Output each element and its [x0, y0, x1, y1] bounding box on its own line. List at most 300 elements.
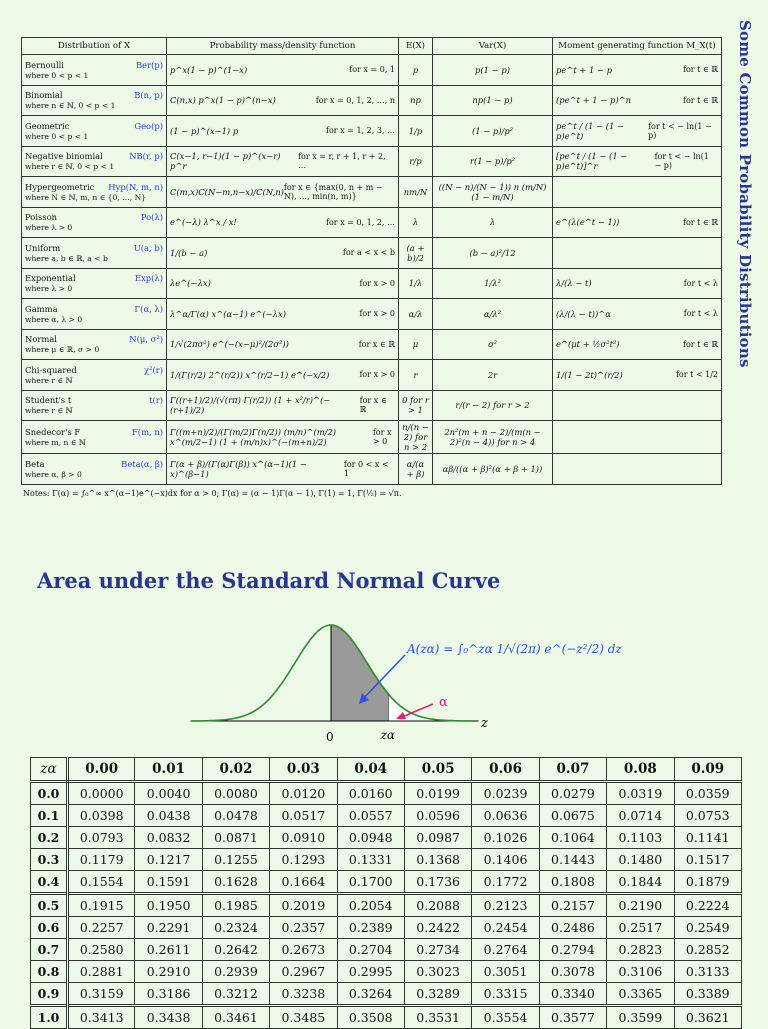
z-table-cell: 0.2611 [135, 939, 202, 961]
mgf-cell [553, 390, 722, 421]
z-table-cell: 0.2190 [607, 894, 674, 917]
parameter-condition: where n ∈ ℕ, 0 < p < 1 [25, 101, 116, 111]
z-table-cell: 0.1950 [135, 894, 202, 917]
z-table-cell: 0.3106 [607, 961, 674, 983]
mean-cell: λ [399, 207, 433, 238]
distribution-cell [22, 421, 167, 454]
z-table-cell: 0.2291 [135, 917, 202, 939]
z-table-cell: 0.0319 [607, 782, 674, 805]
z-table-cell: 0.0120 [270, 782, 337, 805]
z-table-cell: 0.2939 [202, 961, 269, 983]
z-table-cell: 0.0987 [404, 827, 471, 849]
mgf-cell [553, 421, 722, 454]
distribution-name: Exponential [25, 273, 76, 284]
z-table-cell: 0.2224 [674, 894, 741, 917]
distribution-name: Gamma [25, 303, 58, 314]
z-table-cell: 0.2673 [270, 939, 337, 961]
pmf-formula: Γ((m+n)/2)/(Γ(m/2)Γ(n/2)) (m/n)^(m/2) x^(m/2−1) (1 + (m/n)x)^(−(m+n)/2) [170, 427, 337, 447]
distribution-symbol: Ber(p) [135, 59, 163, 70]
area-formula: A(zα) = ∫₀^zα 1/√(2π) e^(−z²/2) dz [407, 642, 622, 656]
mgf-formula: pe^t / (1 − (1 − p)e^t) [556, 120, 625, 141]
mean-cell: n/(n − 2) for n > 2 [399, 421, 433, 454]
variance-cell: ((N − n)/(N − 1)) n (m/N)(1 − m/N) [433, 177, 553, 208]
mean-cell: μ [399, 329, 433, 360]
z-table-row [31, 871, 742, 894]
variance-cell: 1/λ² [433, 268, 553, 299]
mgf-formula: 1/(1 − 2t)^(r/2) [556, 369, 623, 380]
distribution-name: Uniform [25, 242, 61, 253]
mgf-formula: (λ/(λ − t))^α [556, 308, 611, 319]
mean-cell: 1/λ [399, 268, 433, 299]
mgf-condition: for t < − ln(1 − p) [648, 121, 712, 140]
pmf-cell [167, 329, 399, 360]
parameter-condition: where 0 < p < 1 [25, 131, 89, 141]
distribution-cell [22, 207, 167, 238]
distribution-name: Bernoulli [25, 59, 64, 70]
mgf-cell [553, 55, 722, 86]
z-axis-label: z [481, 716, 488, 731]
z-table-cell: 0.3078 [539, 961, 606, 983]
distribution-name: Geometric [25, 120, 70, 131]
z-row-header: 0.0 [31, 782, 68, 805]
mgf-condition: for t < λ [683, 309, 718, 319]
distribution-symbol: Geo(p) [134, 120, 163, 131]
pmf-cell [167, 299, 399, 330]
z-table-cell: 0.1808 [539, 871, 606, 894]
z-table-cell: 0.3389 [674, 983, 741, 1006]
z-column-header: 0.00 [68, 758, 135, 782]
distribution-cell [22, 299, 167, 330]
mgf-cell [553, 238, 722, 269]
pmf-cell [167, 177, 399, 208]
z-table-cell: 0.1736 [404, 871, 471, 894]
parameter-condition: where α, λ > 0 [25, 314, 83, 324]
z-table-corner: zα [31, 758, 68, 782]
distribution-row [22, 177, 722, 208]
pmf-cell [167, 146, 399, 177]
z-table-cell: 0.0398 [68, 805, 135, 827]
z-table-cell: 0.3159 [68, 983, 135, 1006]
distribution-row [22, 299, 722, 330]
z-table-cell: 0.3599 [607, 1006, 674, 1029]
distribution-name: Normal [25, 334, 57, 345]
z-table-cell: 0.1554 [68, 871, 135, 894]
distribution-symbol: U(a, b) [133, 242, 163, 253]
z-table-row [31, 827, 742, 849]
pmf-support: for x = 1, 2, 3, … [326, 126, 395, 136]
variance-cell: (1 − p)/p² [433, 116, 553, 147]
z-row-header: 1.0 [31, 1006, 68, 1029]
mgf-cell [553, 454, 722, 485]
variance-cell: λ [433, 207, 553, 238]
mean-cell: nm/N [399, 177, 433, 208]
z-table-cell: 0.2764 [472, 939, 539, 961]
z-table-cell: 0.2157 [539, 894, 606, 917]
z-table-cell: 0.3621 [674, 1006, 741, 1029]
distribution-symbol: NB(r, p) [129, 151, 163, 162]
variance-cell: σ² [433, 329, 553, 360]
parameter-condition: where r ∈ ℕ [25, 406, 73, 416]
z-table-cell: 0.0753 [674, 805, 741, 827]
z-table-cell: 0.0675 [539, 805, 606, 827]
distribution-name: Poisson [25, 212, 58, 223]
z-table-cell: 0.1664 [270, 871, 337, 894]
z-table-cell: 0.2881 [68, 961, 135, 983]
variance-cell: p(1 − p) [433, 55, 553, 86]
distribution-symbol: Beta(α, β) [121, 458, 163, 469]
pmf-cell [167, 454, 399, 485]
mean-cell: α/(α + β) [399, 454, 433, 485]
z-table-cell: 0.1217 [135, 849, 202, 871]
z-column-header: 0.01 [135, 758, 202, 782]
z-table-row [31, 805, 742, 827]
z-column-header: 0.08 [607, 758, 674, 782]
pmf-cell [167, 238, 399, 269]
z-table-cell: 0.2088 [404, 894, 471, 917]
z-table-cell: 0.2794 [539, 939, 606, 961]
distribution-name: Binomial [25, 90, 63, 101]
z-table-cell: 0.1480 [607, 849, 674, 871]
z-table-cell: 0.0910 [270, 827, 337, 849]
z-table-row [31, 1006, 742, 1029]
mean-cell: p [399, 55, 433, 86]
z-row-header: 0.2 [31, 827, 68, 849]
z-table-cell: 0.2454 [472, 917, 539, 939]
mean-cell: r/p [399, 146, 433, 177]
pmf-support: for x ∈ ℝ [359, 396, 387, 415]
parameter-condition: where N ∈ ℕ, m, n ∈ {0, …, N} [25, 192, 147, 202]
alpha-label: α [439, 695, 448, 710]
z-table-cell: 0.1331 [337, 849, 404, 871]
z-table-cell: 0.2642 [202, 939, 269, 961]
area-title: Area under the Standard Normal Curve [37, 568, 501, 593]
z-table-cell: 0.0714 [607, 805, 674, 827]
z-table-cell: 0.0160 [337, 782, 404, 805]
variance-cell: 2n²(m + n − 2)/(m(n − 2)²(n − 4)) for n > 4 [433, 421, 553, 454]
distribution-symbol: F(m, n) [131, 427, 163, 437]
z-table-cell: 0.0080 [202, 782, 269, 805]
pmf-cell [167, 85, 399, 116]
mgf-condition: for t < λ [683, 278, 718, 288]
header-variance: Var(X) [433, 38, 553, 55]
z-column-header: 0.05 [404, 758, 471, 782]
z-table-row [31, 961, 742, 983]
pmf-formula: C(n,x) p^x(1 − p)^(n−x) [170, 95, 276, 106]
z-row-header: 0.5 [31, 894, 68, 917]
variance-cell: (b − a)²/12 [433, 238, 553, 269]
distribution-symbol: χ²(r) [144, 364, 163, 375]
z-row-header: 0.9 [31, 983, 68, 1006]
z-table-cell: 0.2734 [404, 939, 471, 961]
z-table [30, 757, 742, 1029]
z-table-cell: 0.0239 [472, 782, 539, 805]
z-table-cell: 0.2422 [404, 917, 471, 939]
z-column-header: 0.02 [202, 758, 269, 782]
distribution-cell [22, 146, 167, 177]
z-table-cell: 0.2549 [674, 917, 741, 939]
mgf-formula: e^(μt + ½σ²t²) [556, 339, 620, 350]
distribution-name: Hypergeometric [25, 181, 95, 192]
z-table-cell: 0.1103 [607, 827, 674, 849]
distribution-symbol: t(r) [149, 395, 163, 406]
z-table-cell: 0.1772 [472, 871, 539, 894]
z-table-cell: 0.2704 [337, 939, 404, 961]
pmf-formula: Γ((r+1)/2)/(√(rπ) Γ(r/2)) (1 + x²/r)^(−(r+1)/2) [170, 395, 331, 416]
distribution-cell [22, 85, 167, 116]
pmf-cell [167, 116, 399, 147]
distribution-row [22, 207, 722, 238]
z-table-cell: 0.3365 [607, 983, 674, 1006]
z-table-cell: 0.3238 [270, 983, 337, 1006]
pmf-support: for x = r, r + 1, r + 2, … [298, 152, 386, 171]
mean-cell: (a + b)/2 [399, 238, 433, 269]
mgf-condition: for t < − ln(1 − p) [654, 152, 709, 171]
pmf-formula: C(m,x)C(N−m,n−x)/C(N,n) [170, 186, 284, 197]
variance-cell: αβ/((α + β)²(α + β + 1)) [433, 454, 553, 485]
z-table-cell: 0.3340 [539, 983, 606, 1006]
z-table-cell: 0.2054 [337, 894, 404, 917]
parameter-condition: where α, β > 0 [25, 469, 82, 479]
distribution-row [22, 85, 722, 116]
pmf-formula: 1/(Γ(r/2) 2^(r/2)) x^(r/2−1) e^(−x/2) [170, 369, 330, 380]
z-table-cell: 0.3508 [337, 1006, 404, 1029]
z-table-cell: 0.3289 [404, 983, 471, 1006]
distribution-symbol: N(μ, σ²) [129, 334, 163, 345]
pmf-formula: λ^α/Γ(α) x^(α−1) e^(−λx) [170, 308, 286, 319]
z-table-cell: 0.0871 [202, 827, 269, 849]
distribution-row [22, 390, 722, 421]
parameter-condition: where r ∈ ℕ, 0 < p < 1 [25, 162, 115, 172]
z-table-cell: 0.3413 [68, 1006, 135, 1029]
parameter-condition: where a, b ∈ ℝ, a < b [25, 253, 108, 263]
mean-cell: α/λ [399, 299, 433, 330]
z-table-cell: 0.2257 [68, 917, 135, 939]
distribution-cell [22, 390, 167, 421]
pmf-cell [167, 268, 399, 299]
pmf-cell [167, 55, 399, 86]
origin-label: 0 [326, 730, 334, 744]
z-table-row [31, 894, 742, 917]
mgf-cell [553, 299, 722, 330]
z-table-cell: 0.3438 [135, 1006, 202, 1029]
z-table-cell: 0.0279 [539, 782, 606, 805]
distribution-symbol: B(n, p) [134, 90, 163, 101]
z-table-cell: 0.1064 [539, 827, 606, 849]
mean-cell: r [399, 360, 433, 391]
z-table-cell: 0.1293 [270, 849, 337, 871]
distribution-row [22, 329, 722, 360]
z-table-cell: 0.2852 [674, 939, 741, 961]
mgf-formula: (pe^t + 1 − p)^n [556, 95, 632, 106]
distribution-row [22, 421, 722, 454]
distribution-cell [22, 177, 167, 208]
header-mean: E(X) [399, 38, 433, 55]
z-table-row [31, 983, 742, 1006]
distribution-cell [22, 360, 167, 391]
z-table-cell: 0.0040 [135, 782, 202, 805]
z-table-cell: 0.1255 [202, 849, 269, 871]
z-table-cell: 0.0000 [68, 782, 135, 805]
mgf-formula: e^(λ(e^t − 1)) [556, 217, 620, 228]
z-table-cell: 0.3531 [404, 1006, 471, 1029]
pmf-support: for x = 0, 1, 2, … [326, 217, 395, 227]
z-table-cell: 0.3186 [135, 983, 202, 1006]
distribution-name: Beta [25, 458, 45, 469]
pmf-cell [167, 360, 399, 391]
parameter-condition: where m, n ∈ ℕ [25, 438, 86, 447]
pmf-support: for x > 0 [359, 370, 395, 380]
z-table-cell: 0.1915 [68, 894, 135, 917]
z-row-header: 0.8 [31, 961, 68, 983]
z-table-cell: 0.0596 [404, 805, 471, 827]
z-table-cell: 0.0199 [404, 782, 471, 805]
z-table-cell: 0.1406 [472, 849, 539, 871]
z-table-cell: 0.0636 [472, 805, 539, 827]
pmf-cell [167, 421, 399, 454]
z-table-cell: 0.0793 [68, 827, 135, 849]
z-table-cell: 0.1628 [202, 871, 269, 894]
z-table-cell: 0.1591 [135, 871, 202, 894]
parameter-condition: where λ > 0 [25, 223, 73, 233]
distribution-symbol: Hyp(N, m, n) [108, 181, 163, 192]
z-table-cell: 0.3315 [472, 983, 539, 1006]
distribution-table [21, 37, 722, 485]
z-table-cell: 0.3212 [202, 983, 269, 1006]
distribution-name: Negative binomial [25, 151, 103, 162]
pmf-support: for x = 0, 1 [349, 65, 395, 75]
variance-cell: np(1 − p) [433, 85, 553, 116]
z-table-row [31, 939, 742, 961]
mgf-cell [553, 116, 722, 147]
header-mgf: Moment generating function M_X(t) [553, 38, 722, 55]
mgf-condition: for t ∈ ℝ [682, 95, 718, 105]
mgf-cell [553, 146, 722, 177]
header-distribution: Distribution of X [22, 38, 167, 55]
z-table-row [31, 917, 742, 939]
pmf-formula: p^x(1 − p)^(1−x) [170, 64, 248, 75]
parameter-condition: where λ > 0 [25, 284, 73, 294]
z-table-cell: 0.1026 [472, 827, 539, 849]
z-table-cell: 0.3264 [337, 983, 404, 1006]
pmf-support: for 0 < x < 1 [343, 459, 389, 478]
pmf-support: for x > 0 [359, 278, 395, 288]
z-table-cell: 0.1700 [337, 871, 404, 894]
distribution-name: Student's t [25, 395, 72, 406]
distribution-cell [22, 55, 167, 86]
z-row-header: 0.7 [31, 939, 68, 961]
pmf-formula: e^(−λ) λ^x / x! [170, 217, 237, 228]
mean-cell: np [399, 85, 433, 116]
variance-cell: r/(r − 2) for r > 2 [433, 390, 553, 421]
distribution-row [22, 238, 722, 269]
notes: Notes: Γ(α) = ∫₀^∞ x^(α−1)e^(−x)dx for α > 0; Γ(α) = (α − 1)Γ(α − 1), Γ(1) = 1, Γ(½) = √π. [23, 489, 402, 498]
z-row-header: 0.4 [31, 871, 68, 894]
z-table-cell: 0.3461 [202, 1006, 269, 1029]
pmf-support: for x > 0 [359, 309, 395, 319]
z-table-cell: 0.2910 [135, 961, 202, 983]
z-table-cell: 0.0832 [135, 827, 202, 849]
distribution-table-header [22, 38, 722, 55]
z-table-cell: 0.0557 [337, 805, 404, 827]
z-table-cell: 0.2823 [607, 939, 674, 961]
pmf-support: for a < x < b [342, 248, 395, 258]
mgf-condition: for t < 1/2 [675, 370, 718, 380]
mgf-cell [553, 207, 722, 238]
z-table-header [31, 758, 742, 782]
pmf-formula: Γ(α + β)/(Γ(α)Γ(β)) x^(α−1)(1 − x)^(β−1) [170, 458, 307, 479]
z-table-cell: 0.0517 [270, 805, 337, 827]
z-table-cell: 0.1179 [68, 849, 135, 871]
z-table-cell: 0.3577 [539, 1006, 606, 1029]
z-column-header: 0.09 [674, 758, 741, 782]
mgf-cell [553, 360, 722, 391]
z-table-cell: 0.0478 [202, 805, 269, 827]
distribution-symbol: Γ(α, λ) [134, 303, 163, 314]
mgf-condition: for t ∈ ℝ [682, 339, 718, 349]
z-table-cell: 0.2580 [68, 939, 135, 961]
mgf-cell [553, 329, 722, 360]
shaded-area [331, 625, 389, 721]
z-table-cell: 0.3051 [472, 961, 539, 983]
mgf-cell [553, 177, 722, 208]
distribution-row [22, 146, 722, 177]
z-column-header: 0.07 [539, 758, 606, 782]
z-table-cell: 0.1141 [674, 827, 741, 849]
z-table-row [31, 849, 742, 871]
mgf-condition: for t ∈ ℝ [682, 217, 718, 227]
z-column-header: 0.03 [270, 758, 337, 782]
mean-cell: 0 for r > 1 [399, 390, 433, 421]
pmf-support: for x ∈ {max(0, n + m − N), …, min(n, m)} [283, 182, 383, 201]
pmf-support: for x > 0 [372, 428, 392, 446]
z-table-cell: 0.2995 [337, 961, 404, 983]
z-table-row [31, 782, 742, 805]
distribution-symbol: Exp(λ) [134, 273, 163, 284]
pmf-formula: C(x−1, r−1)(1 − p)^(x−r) p^r [170, 151, 281, 172]
pmf-cell [167, 390, 399, 421]
z-table-cell: 0.2019 [270, 894, 337, 917]
z-table-cell: 0.2389 [337, 917, 404, 939]
z-row-header: 0.6 [31, 917, 68, 939]
mgf-condition: for t ∈ ℝ [682, 65, 718, 75]
distribution-name: Chi-squared [25, 364, 77, 375]
variance-cell: r(1 − p)/p² [433, 146, 553, 177]
mgf-formula: λ/(λ − t) [556, 278, 592, 289]
mgf-cell [553, 268, 722, 299]
pmf-formula: λe^(−λx) [170, 278, 211, 289]
z-table-cell: 0.2967 [270, 961, 337, 983]
distribution-row [22, 454, 722, 485]
pmf-support: for x ∈ ℝ [358, 339, 395, 349]
distribution-row [22, 360, 722, 391]
z-table-cell: 0.2486 [539, 917, 606, 939]
z-table-cell: 0.1368 [404, 849, 471, 871]
header-pmf: Probability mass/density function [167, 38, 399, 55]
variance-cell: 2r [433, 360, 553, 391]
pmf-support: for x = 0, 1, 2, …, n [315, 95, 395, 105]
mgf-formula: [pe^t / (1 − (1 − p)e^t)]^r [556, 151, 628, 172]
z-alpha-label: zα [380, 728, 396, 742]
z-row-header: 0.1 [31, 805, 68, 827]
z-table-cell: 0.0359 [674, 782, 741, 805]
parameter-condition: where μ ∈ ℝ, σ > 0 [25, 345, 100, 355]
distribution-name: Snedecor's F [25, 427, 81, 437]
z-table-cell: 0.3023 [404, 961, 471, 983]
variance-cell: α/λ² [433, 299, 553, 330]
z-table-cell: 0.1879 [674, 871, 741, 894]
distribution-cell [22, 268, 167, 299]
parameter-condition: where 0 < p < 1 [25, 70, 89, 80]
